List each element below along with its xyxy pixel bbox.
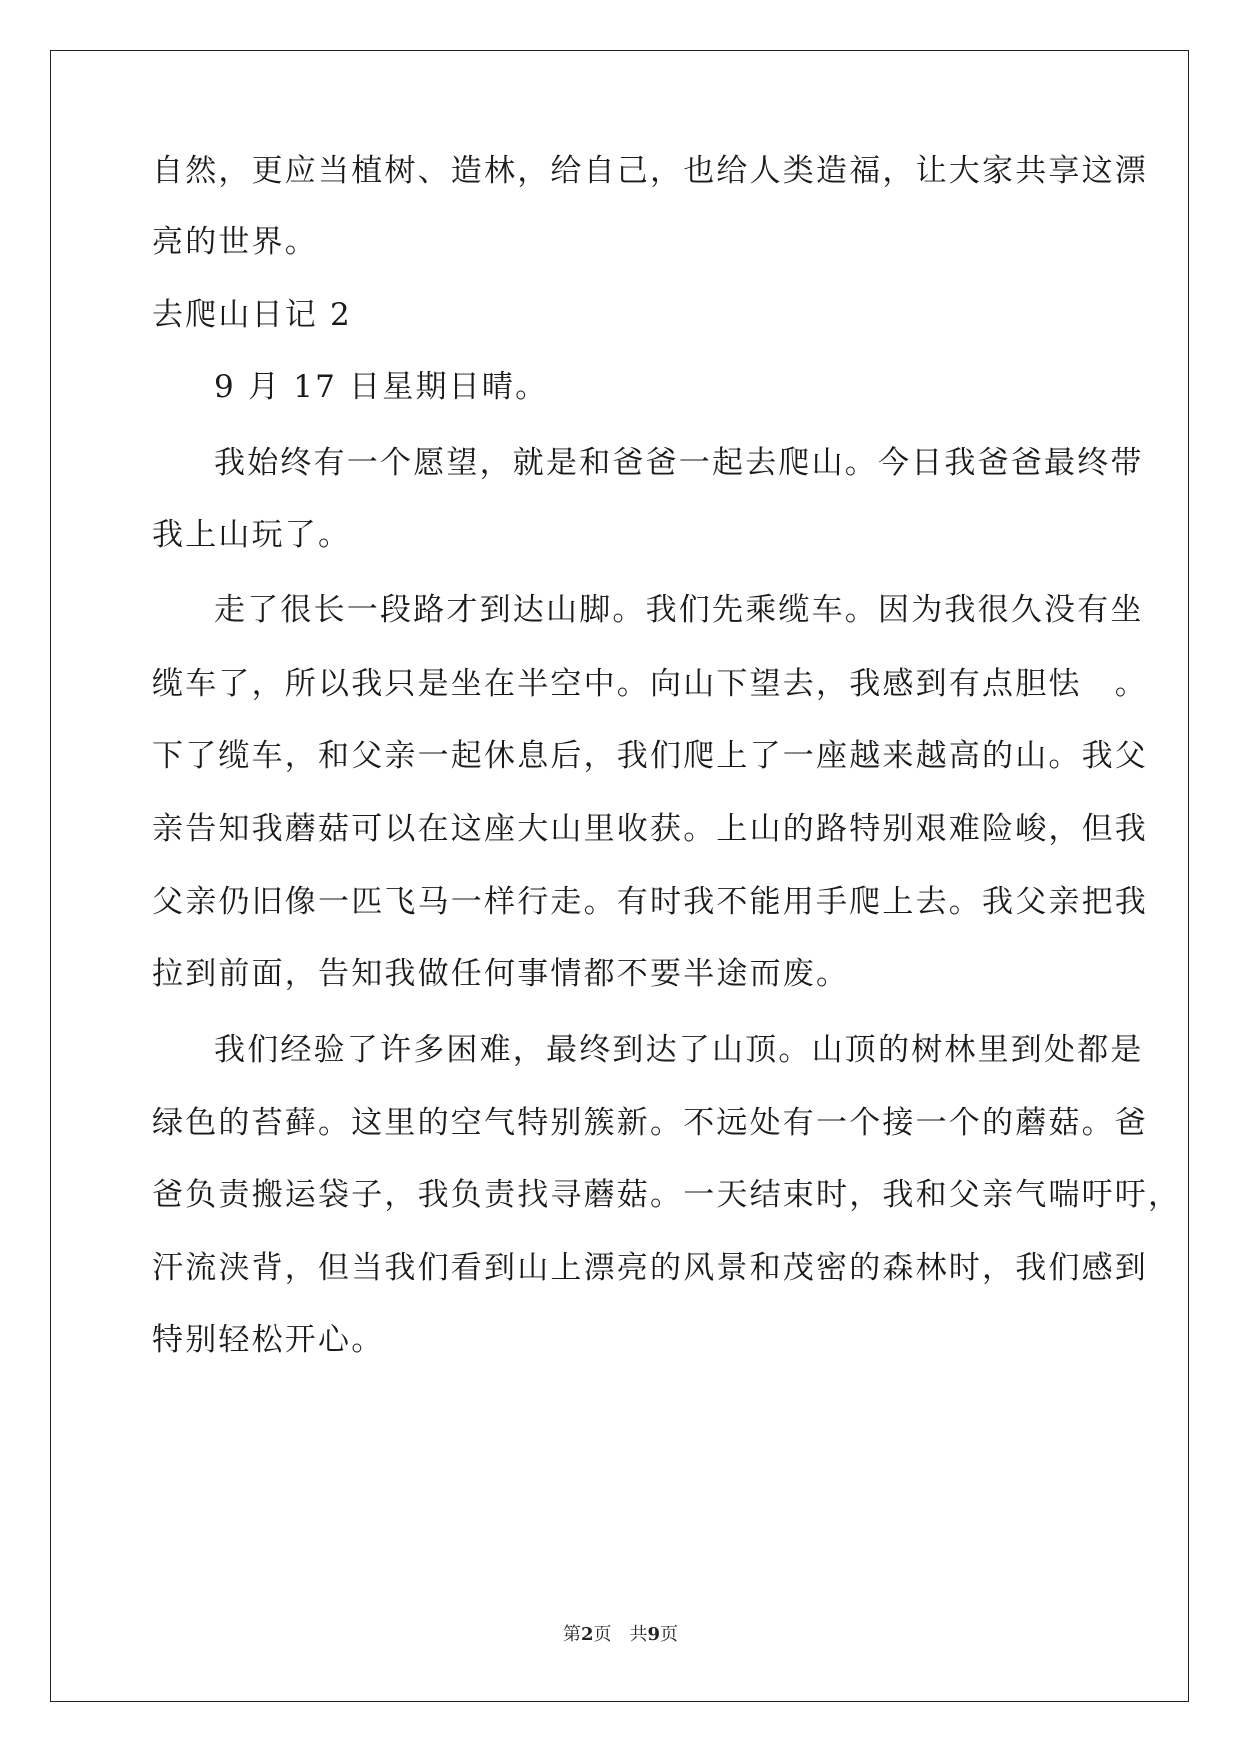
text-line: 拉到前面，告知我做任何事情都不要半途而废。 — [152, 956, 850, 992]
total-pages: 9 — [647, 1624, 661, 1645]
text-line: 我上山玩了。 — [152, 517, 352, 553]
page-prefix: 第 — [562, 1624, 581, 1645]
page-number: 2 — [580, 1624, 594, 1645]
date-line: 9 月 17 日星期日晴。 — [214, 369, 549, 405]
text-line: 特别轻松开心。 — [152, 1322, 385, 1358]
page-unit: 页 — [593, 1624, 612, 1645]
total-prefix: 共 — [629, 1624, 648, 1645]
text-line: 汗流浃背，但当我们看到山上漂亮的风景和茂密的森林时，我们感到 — [152, 1250, 1148, 1286]
text-line: 自然，更应当植树、造林，给自己，也给人类造福，让大家共享这漂 — [152, 153, 1148, 189]
text-line: 亲告知我蘑菇可以在这座大山里收获。上山的路特别艰难险峻，但我 — [152, 811, 1148, 847]
total-indicator — [630, 1624, 679, 1645]
text-line: 缆车了，所以我只是坐在半空中。向山下望去，我感到有点胆怯 。 — [152, 666, 1148, 702]
text-line: 亮的世界。 — [152, 224, 318, 260]
text-line: 我们经验了许多困难，最终到达了山顶。山顶的树林里到处都是 — [214, 1032, 1144, 1068]
text-line: 绿色的苔藓。这里的空气特别簇新。不远处有一个接一个的蘑菇。爸 — [152, 1105, 1148, 1141]
page-indicator — [563, 1624, 612, 1645]
section-heading: 去爬山日记 2 — [152, 297, 352, 333]
text-line: 我始终有一个愿望，就是和爸爸一起去爬山。今日我爸爸最终带 — [214, 445, 1144, 481]
total-unit: 页 — [660, 1624, 679, 1645]
text-line: 爸负责搬运袋子，我负责找寻蘑菇。一天结束时，我和父亲气喘吁吁， — [152, 1177, 1182, 1213]
text-line: 下了缆车，和父亲一起休息后，我们爬上了一座越来越高的山。我父 — [152, 738, 1148, 774]
page-footer — [0, 1620, 1241, 1646]
text-line: 父亲仍旧像一匹飞马一样行走。有时我不能用手爬上去。我父亲把我 — [152, 884, 1148, 920]
text-line: 走了很长一段路才到达山脚。我们先乘缆车。因为我很久没有坐 — [214, 592, 1144, 628]
